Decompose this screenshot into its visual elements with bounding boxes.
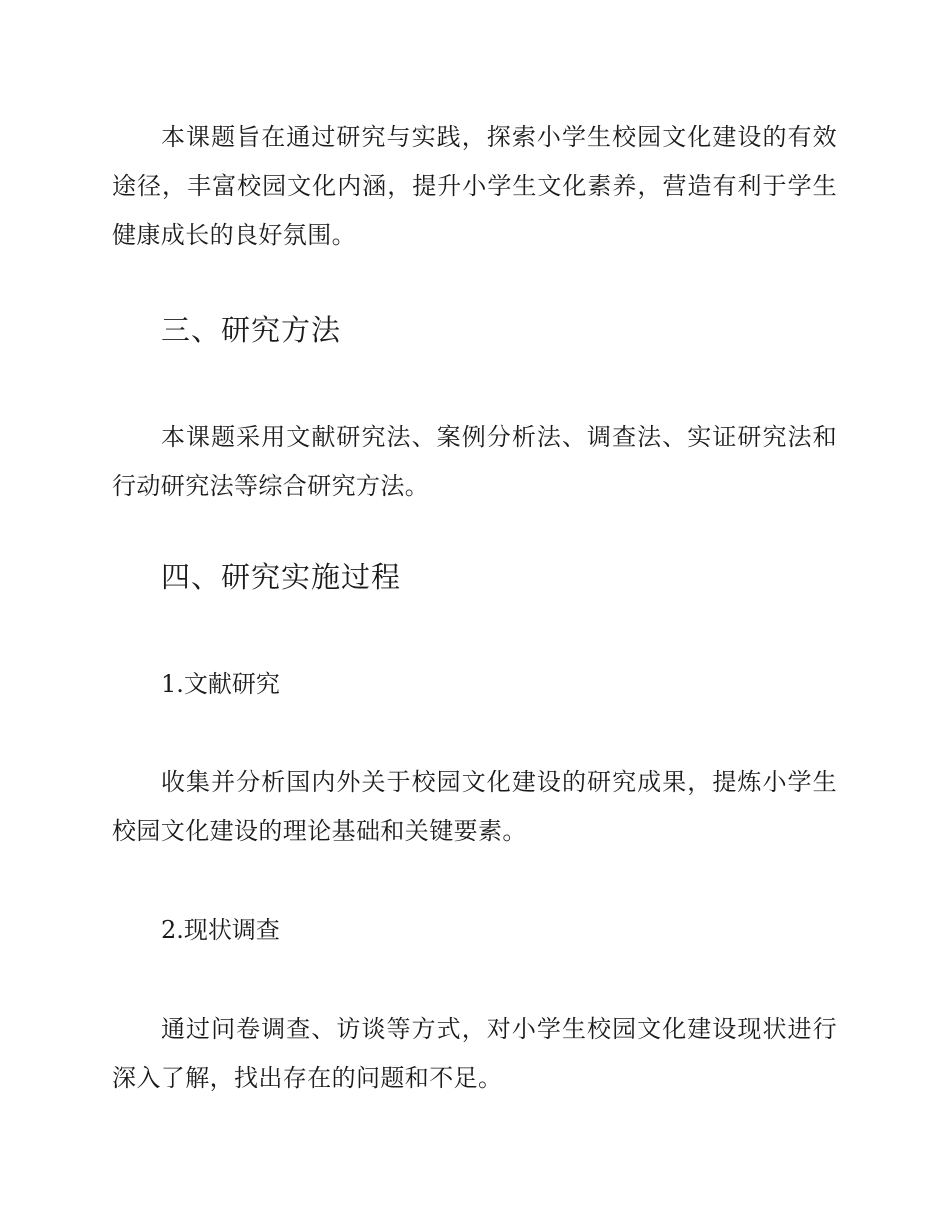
section-heading-implementation-process: 四、研究实施过程 (161, 560, 402, 594)
step-heading-status-survey: 2.现状调查 (161, 916, 280, 944)
literature-research-paragraph: 收集并分析国内外关于校园文化建设的研究成果，提炼小学生校园文化建设的理论基础和关键要素。 (112, 768, 837, 845)
section-heading-research-methods: 三、研究方法 (161, 313, 342, 347)
step-heading-literature-research: 1.文献研究 (161, 670, 280, 698)
objective-paragraph: 本课题旨在通过研究与实践，探索小学生校园文化建设的有效途径，丰富校园文化内涵，提升小学生文化素养，营造有利于学生健康成长的良好氛围。 (112, 123, 837, 249)
methods-paragraph: 本课题采用文献研究法、案例分析法、调查法、实证研究法和行动研究法等综合研究方法。 (112, 423, 837, 500)
status-survey-paragraph: 通过问卷调查、访谈等方式，对小学生校园文化建设现状进行深入了解，找出存在的问题和不足。 (112, 1015, 837, 1092)
